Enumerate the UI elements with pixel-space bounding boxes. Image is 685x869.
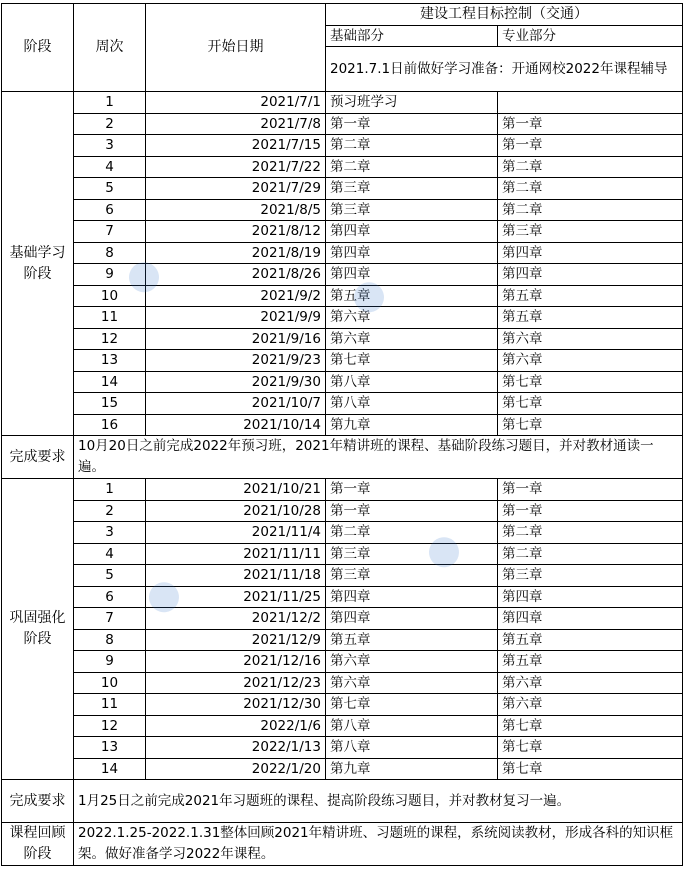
week-cell: 5 (74, 565, 146, 587)
complete-text: 1月25日之前完成2021年习题班的课程、提高阶段练习题目，并对教材复习一遍。 (74, 780, 683, 823)
date-cell: 2021/12/30 (146, 694, 326, 716)
pro-cell: 第二章 (498, 156, 683, 178)
pro-cell: 第六章 (498, 672, 683, 694)
table-row (2, 543, 683, 565)
date-cell: 2021/9/30 (146, 371, 326, 393)
table-row (2, 780, 683, 823)
week-cell: 11 (74, 694, 146, 716)
basic-cell: 第七章 (326, 694, 498, 716)
table-row (2, 586, 683, 608)
week-cell: 11 (74, 307, 146, 329)
table-row (2, 92, 683, 114)
table-row (2, 479, 683, 501)
review-text: 2022.1.25-2022.1.31整体回顾2021年精讲班、习题班的课程，系统阅读教材，形成各科的知识框架。做好准备学习2022年课程。 (74, 823, 683, 866)
table-row (2, 629, 683, 651)
week-cell: 9 (74, 651, 146, 673)
basic-cell: 第八章 (326, 737, 498, 759)
basic-cell: 第九章 (326, 414, 498, 436)
pro-cell: 第四章 (498, 242, 683, 264)
pro-cell (498, 92, 683, 114)
study-plan-table (1, 3, 683, 866)
stage-label-basic: 基础学习阶段 (2, 92, 74, 436)
table-row (2, 823, 683, 866)
week-cell: 5 (74, 178, 146, 200)
table-row (2, 414, 683, 436)
date-cell: 2021/11/4 (146, 522, 326, 544)
pro-cell: 第五章 (498, 629, 683, 651)
table-row (2, 113, 683, 135)
pro-cell: 第七章 (498, 715, 683, 737)
table-row (2, 672, 683, 694)
date-cell: 2021/7/15 (146, 135, 326, 157)
pro-cell: 第二章 (498, 178, 683, 200)
table-row (2, 371, 683, 393)
complete-label: 完成要求 (2, 436, 74, 479)
date-cell: 2022/1/13 (146, 737, 326, 759)
pro-cell: 第七章 (498, 371, 683, 393)
basic-cell: 预习班学习 (326, 92, 498, 114)
table-row (2, 328, 683, 350)
header-prep-note: 2021.7.1日前做好学习准备：开通网校2022年课程辅导 (326, 47, 683, 92)
header-subject: 建设工程目标控制（交通） (326, 4, 683, 26)
date-cell: 2021/8/5 (146, 199, 326, 221)
pro-cell: 第六章 (498, 350, 683, 372)
pro-cell: 第一章 (498, 479, 683, 501)
date-cell: 2021/7/1 (146, 92, 326, 114)
basic-cell: 第八章 (326, 715, 498, 737)
table-row (2, 178, 683, 200)
basic-cell: 第八章 (326, 371, 498, 393)
pro-cell: 第三章 (498, 221, 683, 243)
table-row (2, 651, 683, 673)
week-cell: 12 (74, 715, 146, 737)
table-row (2, 156, 683, 178)
pro-cell: 第四章 (498, 586, 683, 608)
pro-cell: 第六章 (498, 328, 683, 350)
basic-cell: 第六章 (326, 328, 498, 350)
week-cell: 1 (74, 92, 146, 114)
basic-cell: 第四章 (326, 586, 498, 608)
date-cell: 2021/9/9 (146, 307, 326, 329)
pro-cell: 第七章 (498, 393, 683, 415)
date-cell: 2021/10/21 (146, 479, 326, 501)
basic-cell: 第二章 (326, 156, 498, 178)
week-cell: 13 (74, 737, 146, 759)
header-week: 周次 (74, 4, 146, 92)
date-cell: 2021/7/22 (146, 156, 326, 178)
week-cell: 9 (74, 264, 146, 286)
pro-cell: 第三章 (498, 565, 683, 587)
date-cell: 2021/9/16 (146, 328, 326, 350)
header-stage: 阶段 (2, 4, 74, 92)
table-row (2, 307, 683, 329)
stage-label-consolidate: 巩固强化阶段 (2, 479, 74, 780)
week-cell: 14 (74, 758, 146, 780)
date-cell: 2021/8/12 (146, 221, 326, 243)
complete-label: 完成要求 (2, 780, 74, 823)
date-cell: 2021/7/29 (146, 178, 326, 200)
pro-cell: 第四章 (498, 608, 683, 630)
pro-cell: 第七章 (498, 758, 683, 780)
week-cell: 6 (74, 586, 146, 608)
date-cell: 2021/12/23 (146, 672, 326, 694)
table-row (2, 264, 683, 286)
basic-cell: 第一章 (326, 113, 498, 135)
basic-cell: 第三章 (326, 178, 498, 200)
pro-cell: 第五章 (498, 285, 683, 307)
date-cell: 2021/9/23 (146, 350, 326, 372)
table-row (2, 737, 683, 759)
table-row (2, 500, 683, 522)
date-cell: 2021/10/14 (146, 414, 326, 436)
basic-cell: 第八章 (326, 393, 498, 415)
pro-cell: 第二章 (498, 543, 683, 565)
table-row (2, 199, 683, 221)
week-cell: 4 (74, 156, 146, 178)
pro-cell: 第六章 (498, 694, 683, 716)
date-cell: 2021/11/18 (146, 565, 326, 587)
basic-cell: 第九章 (326, 758, 498, 780)
basic-cell: 第六章 (326, 307, 498, 329)
basic-cell: 第二章 (326, 522, 498, 544)
basic-cell: 第四章 (326, 242, 498, 264)
pro-cell: 第二章 (498, 199, 683, 221)
date-cell: 2021/11/11 (146, 543, 326, 565)
basic-cell: 第一章 (326, 500, 498, 522)
basic-cell: 第四章 (326, 264, 498, 286)
table-row (2, 608, 683, 630)
date-cell: 2021/7/8 (146, 113, 326, 135)
week-cell: 3 (74, 522, 146, 544)
basic-cell: 第六章 (326, 651, 498, 673)
basic-cell: 第三章 (326, 565, 498, 587)
date-cell: 2021/10/28 (146, 500, 326, 522)
header-professional: 专业部分 (498, 25, 683, 47)
table-row (2, 436, 683, 479)
complete-text: 10月20日之前完成2022年预习班，2021年精讲班的课程、基础阶段练习题目，并对教材通读一遍。 (74, 436, 683, 479)
date-cell: 2021/10/7 (146, 393, 326, 415)
table-row (2, 715, 683, 737)
week-cell: 13 (74, 350, 146, 372)
basic-cell: 第一章 (326, 479, 498, 501)
date-cell: 2021/9/2 (146, 285, 326, 307)
table-row (2, 350, 683, 372)
week-cell: 2 (74, 113, 146, 135)
date-cell: 2021/11/25 (146, 586, 326, 608)
table-row (2, 135, 683, 157)
basic-cell: 第五章 (326, 629, 498, 651)
table-row (2, 565, 683, 587)
header-basic: 基础部分 (326, 25, 498, 47)
table-row (2, 522, 683, 544)
pro-cell: 第一章 (498, 135, 683, 157)
date-cell: 2021/12/16 (146, 651, 326, 673)
week-cell: 2 (74, 500, 146, 522)
week-cell: 1 (74, 479, 146, 501)
pro-cell: 第二章 (498, 522, 683, 544)
week-cell: 14 (74, 371, 146, 393)
week-cell: 7 (74, 608, 146, 630)
basic-cell: 第六章 (326, 672, 498, 694)
basic-cell: 第二章 (326, 135, 498, 157)
week-cell: 8 (74, 242, 146, 264)
date-cell: 2021/8/19 (146, 242, 326, 264)
header-start-date: 开始日期 (146, 4, 326, 92)
basic-cell: 第四章 (326, 608, 498, 630)
basic-cell: 第三章 (326, 543, 498, 565)
week-cell: 6 (74, 199, 146, 221)
week-cell: 16 (74, 414, 146, 436)
week-cell: 12 (74, 328, 146, 350)
date-cell: 2021/12/2 (146, 608, 326, 630)
week-cell: 4 (74, 543, 146, 565)
table-row (2, 694, 683, 716)
pro-cell: 第四章 (498, 264, 683, 286)
week-cell: 15 (74, 393, 146, 415)
week-cell: 10 (74, 285, 146, 307)
table-row (2, 758, 683, 780)
date-cell: 2022/1/20 (146, 758, 326, 780)
date-cell: 2022/1/6 (146, 715, 326, 737)
basic-cell: 第七章 (326, 350, 498, 372)
table-row (2, 393, 683, 415)
pro-cell: 第七章 (498, 737, 683, 759)
basic-cell: 第五章 (326, 285, 498, 307)
pro-cell: 第五章 (498, 307, 683, 329)
date-cell: 2021/8/26 (146, 264, 326, 286)
week-cell: 3 (74, 135, 146, 157)
pro-cell: 第五章 (498, 651, 683, 673)
week-cell: 8 (74, 629, 146, 651)
date-cell: 2021/12/9 (146, 629, 326, 651)
week-cell: 10 (74, 672, 146, 694)
table-row (2, 285, 683, 307)
table-row (2, 221, 683, 243)
basic-cell: 第四章 (326, 221, 498, 243)
table-row (2, 242, 683, 264)
pro-cell: 第七章 (498, 414, 683, 436)
basic-cell: 第三章 (326, 199, 498, 221)
pro-cell: 第一章 (498, 113, 683, 135)
week-cell: 7 (74, 221, 146, 243)
pro-cell: 第一章 (498, 500, 683, 522)
stage-label-review: 课程回顾阶段 (2, 823, 74, 866)
